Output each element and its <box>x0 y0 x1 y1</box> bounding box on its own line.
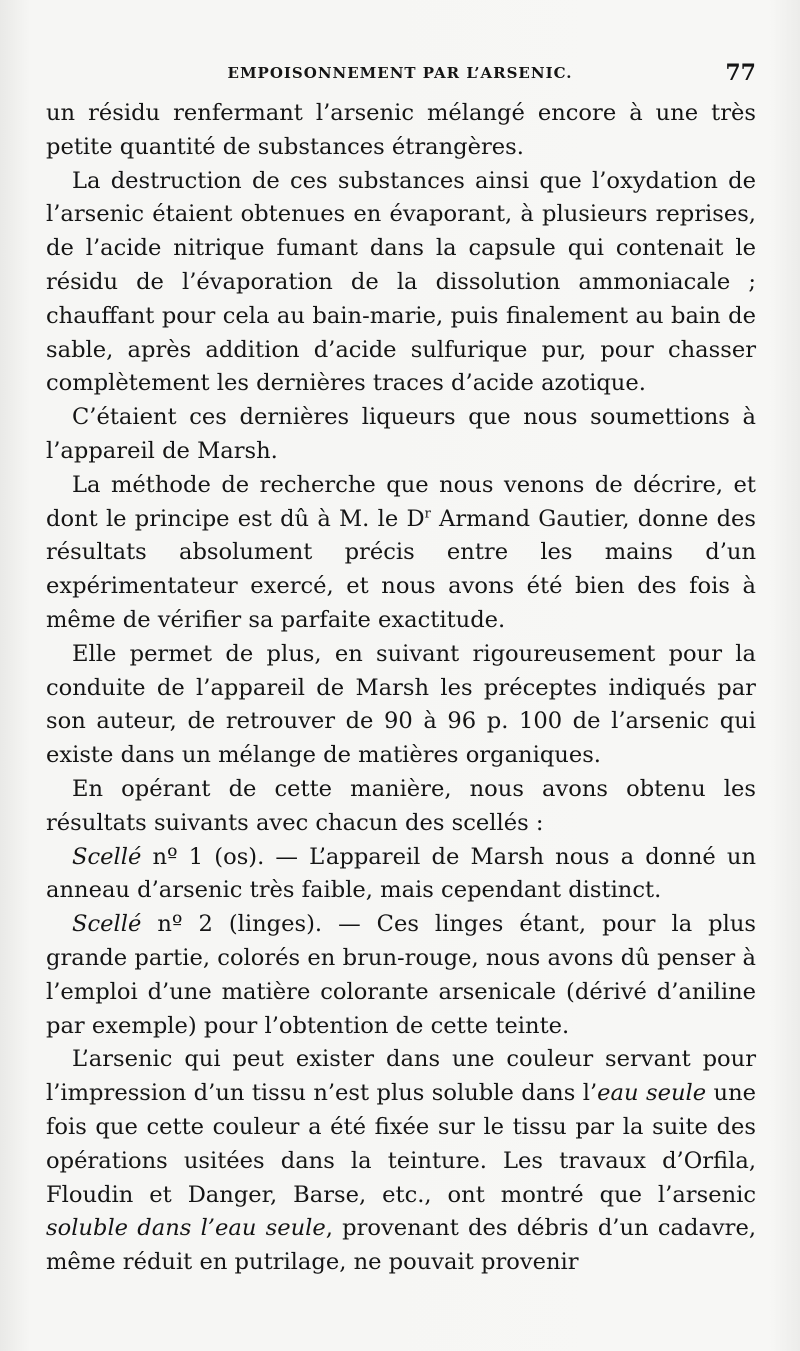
paragraph <box>46 908 756 1043</box>
paragraph-text: nº 2 (linges). — Ces linges étant, pour la plus grande partie, colorés en brun-rouge, nous avons dû penser à l’emploi d’une matière colorante arsenicale (dérivé d’aniline par exemple) pour l’obtention de cette teinte. <box>46 911 756 1039</box>
running-title: EMPOISONNEMENT PAR L’ARSENIC. <box>227 64 573 82</box>
paragraph <box>46 638 756 773</box>
paragraph-text: , provenant des débris d’un cadavre, même réduit en putrilage, ne pouvait provenir <box>46 1215 757 1276</box>
italic-text: soluble dans l’eau seule <box>46 1215 326 1242</box>
paragraph-text: Armand Gautier, donne des résultats absolument précis entre les mains d’un expérimentateur exercé, et nous avons été bien des fois à même de vérifier sa parfaite exactitude. <box>46 505 756 633</box>
body-text <box>46 97 756 1280</box>
paragraph-text: L’arsenic qui peut exister dans une couleur servant pour l’impression d’un tissu n’est plus soluble dans l’ <box>46 1046 756 1107</box>
scelle-label: Scellé <box>72 911 142 938</box>
paragraph <box>46 469 756 638</box>
page-number: 77 <box>725 60 756 86</box>
italic-text: eau seule <box>597 1080 707 1107</box>
paragraph-text: Elle permet de plus, en suivant rigoureusement pour la conduite de l’appareil de Marsh les préceptes indiqués par son auteur, de retrouver de 90 à 96 p. 100 de l’arsenic qui existe dans un mélange de matières organiques. <box>46 640 756 769</box>
paragraph <box>46 773 756 841</box>
paragraph <box>46 841 756 909</box>
scelle-label: Scellé <box>72 843 142 870</box>
superscript: r <box>424 506 431 522</box>
page-header <box>0 60 800 90</box>
paragraph-text: La destruction de ces substances ainsi que l’oxydation de l’arsenic étaient obtenues en évaporant, à plusieurs reprises, de l’acide nitrique fumant dans la capsule qui contenait le résidu de l’évaporation de la dissolution ammoniacale ; chauffant pour cela au bain-marie, puis finalement au bain de sable, après addition d’acide sulfurique pur, pour chasser complètement les dernières traces d’acide azotique. <box>46 167 756 397</box>
paragraph-text: un résidu renfermant l’arsenic mélangé encore à une très petite quantité de substances étrangères. <box>46 100 756 160</box>
paragraph <box>46 401 756 469</box>
paragraph-text: C’étaient ces dernières liqueurs que nous soumettions à l’appareil de Marsh. <box>46 404 756 464</box>
paragraph-text: En opérant de cette manière, nous avons obtenu les résultats suivants avec chacun des scellés : <box>46 775 756 836</box>
paragraph <box>46 97 756 165</box>
paragraph-text: nº 1 (os). — L’appareil de Marsh nous a donné un anneau d’arsenic très faible, mais cependant distinct. <box>46 843 756 904</box>
paragraph <box>46 165 756 402</box>
paragraph-text: La méthode de recherche que nous venons de décrire, et dont le principe est dû à M. le D <box>46 471 756 532</box>
paragraph-text: une fois que cette couleur a été fixée sur le tissu par la suite des opérations usitées dans la teinture. Les travaux d’Orfila, Floudin et Danger, Barse, etc., ont montré que l’arsenic <box>46 1080 756 1208</box>
paragraph <box>46 1043 756 1280</box>
